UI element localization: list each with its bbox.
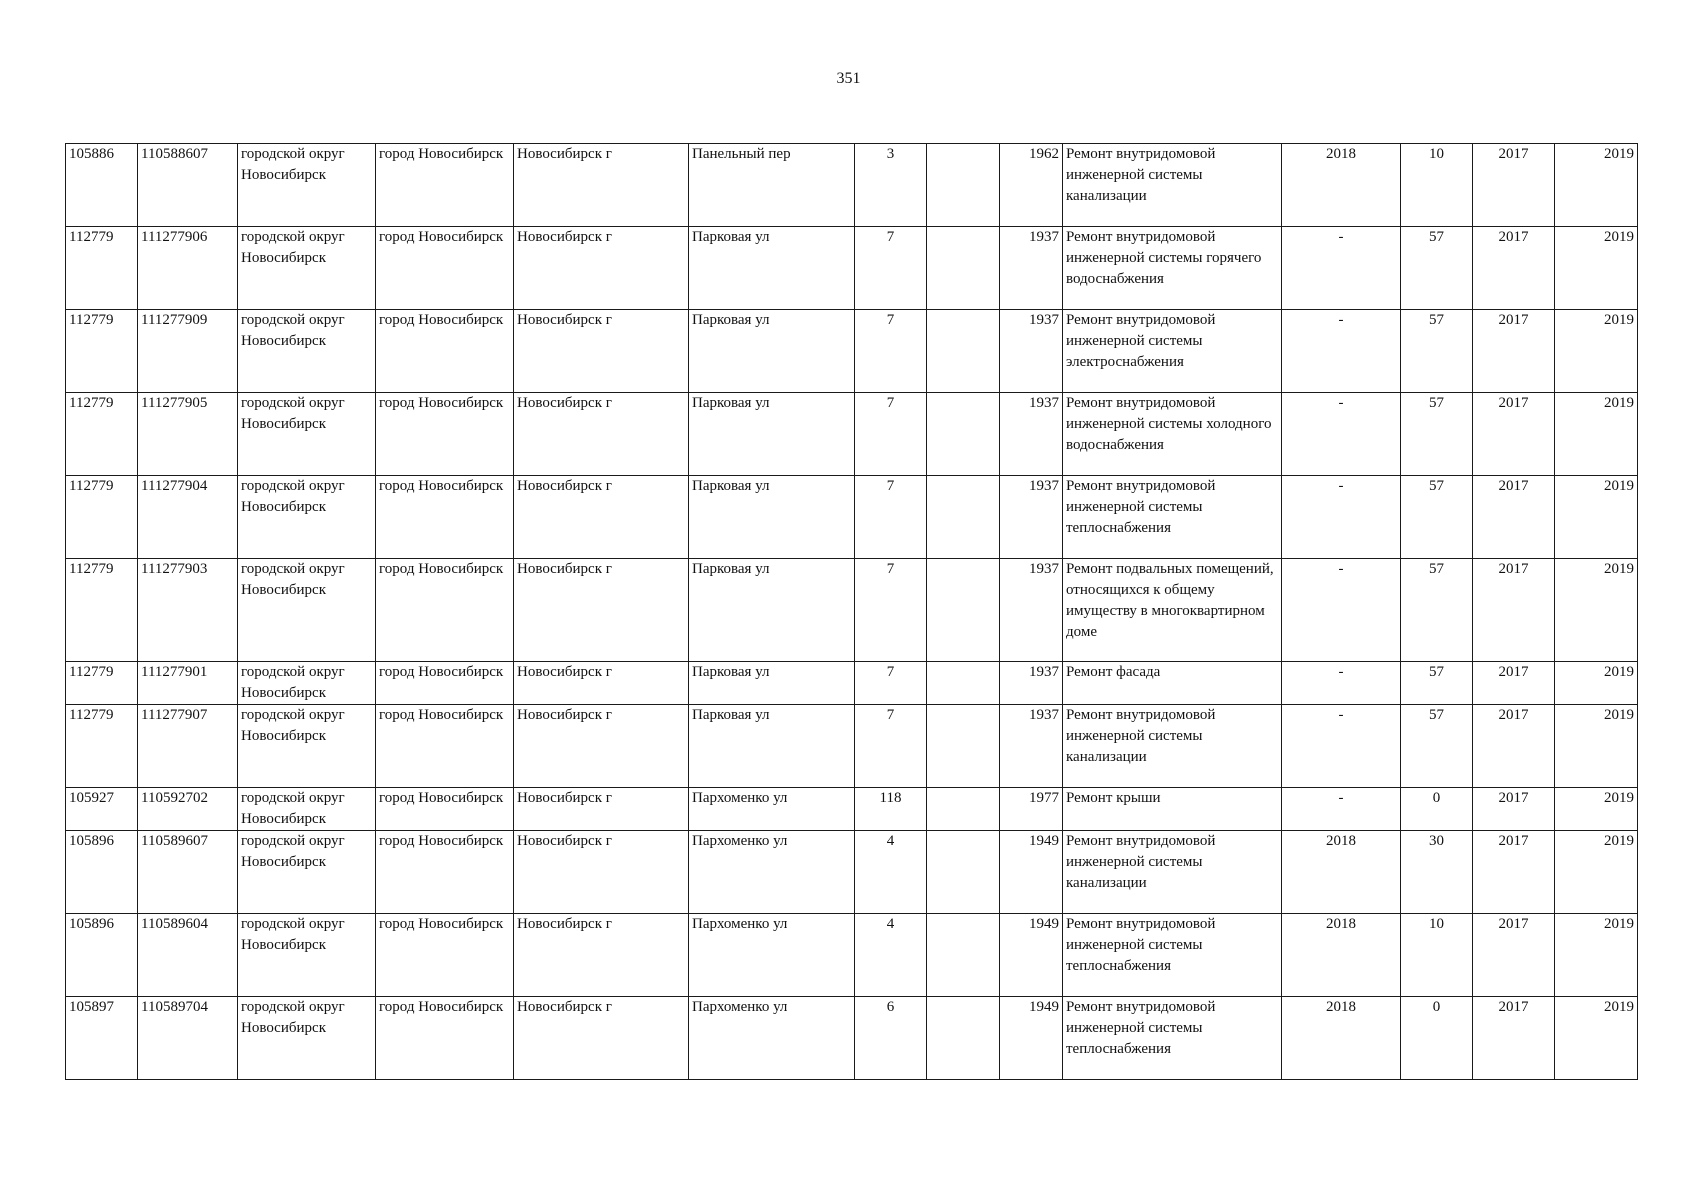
settlement-cell: город Новосибирск — [376, 788, 514, 831]
building-cell — [927, 227, 1000, 310]
table-row — [66, 310, 1638, 393]
house-id-cell: 112779 — [66, 393, 138, 476]
building-cell — [927, 393, 1000, 476]
municipal-district-cell: городской округ Новосибирск — [238, 662, 376, 705]
building-cell — [927, 662, 1000, 705]
work-type-cell: Ремонт фасада — [1063, 662, 1282, 705]
wear-percent-cell: 57 — [1401, 227, 1473, 310]
build-year-cell: 1937 — [1000, 705, 1063, 788]
last-repair-year-cell: 2018 — [1282, 997, 1401, 1080]
work-id-cell: 111277907 — [138, 705, 238, 788]
work-type-cell: Ремонт подвальных помещений, относящихся к общему имуществу в многоквартирном доме — [1063, 559, 1282, 662]
work-id-cell: 110588607 — [138, 144, 238, 227]
house-id-cell: 105896 — [66, 914, 138, 997]
period-start-cell: 2017 — [1473, 559, 1555, 662]
work-type-cell: Ремонт внутридомовой инженерной системы теплоснабжения — [1063, 997, 1282, 1080]
municipal-district-cell: городской округ Новосибирск — [238, 393, 376, 476]
table-row — [66, 476, 1638, 559]
street-cell: Парковая ул — [689, 227, 855, 310]
table-row — [66, 997, 1638, 1080]
house-number-cell: 7 — [855, 393, 927, 476]
work-id-cell: 110589607 — [138, 831, 238, 914]
building-cell — [927, 559, 1000, 662]
building-cell — [927, 788, 1000, 831]
municipal-district-cell: городской округ Новосибирск — [238, 831, 376, 914]
build-year-cell: 1937 — [1000, 476, 1063, 559]
street-cell: Парковая ул — [689, 705, 855, 788]
work-type-cell: Ремонт внутридомовой инженерной системы канализации — [1063, 705, 1282, 788]
table-row — [66, 393, 1638, 476]
settlement-cell: город Новосибирск — [376, 831, 514, 914]
house-id-cell: 112779 — [66, 310, 138, 393]
period-end-cell: 2019 — [1555, 705, 1638, 788]
work-type-cell: Ремонт внутридомовой инженерной системы теплоснабжения — [1063, 914, 1282, 997]
building-cell — [927, 310, 1000, 393]
settlement-cell: город Новосибирск — [376, 997, 514, 1080]
wear-percent-cell: 57 — [1401, 559, 1473, 662]
last-repair-year-cell: 2018 — [1282, 914, 1401, 997]
work-id-cell: 111277906 — [138, 227, 238, 310]
work-id-cell: 111277905 — [138, 393, 238, 476]
locality-cell: Новосибирск г — [514, 705, 689, 788]
wear-percent-cell: 57 — [1401, 476, 1473, 559]
locality-cell: Новосибирск г — [514, 997, 689, 1080]
last-repair-year-cell: - — [1282, 476, 1401, 559]
period-end-cell: 2019 — [1555, 227, 1638, 310]
municipal-district-cell: городской округ Новосибирск — [238, 310, 376, 393]
house-number-cell: 4 — [855, 831, 927, 914]
municipal-district-cell: городской округ Новосибирск — [238, 476, 376, 559]
period-start-cell: 2017 — [1473, 310, 1555, 393]
house-id-cell: 112779 — [66, 662, 138, 705]
period-end-cell: 2019 — [1555, 831, 1638, 914]
house-id-cell: 105897 — [66, 997, 138, 1080]
last-repair-year-cell: - — [1282, 227, 1401, 310]
period-start-cell: 2017 — [1473, 144, 1555, 227]
period-start-cell: 2017 — [1473, 476, 1555, 559]
work-type-cell: Ремонт внутридомовой инженерной системы электроснабжения — [1063, 310, 1282, 393]
period-end-cell: 2019 — [1555, 788, 1638, 831]
work-type-cell: Ремонт внутридомовой инженерной системы канализации — [1063, 144, 1282, 227]
locality-cell: Новосибирск г — [514, 559, 689, 662]
period-end-cell: 2019 — [1555, 393, 1638, 476]
period-end-cell: 2019 — [1555, 559, 1638, 662]
locality-cell: Новосибирск г — [514, 914, 689, 997]
table-row — [66, 914, 1638, 997]
settlement-cell: город Новосибирск — [376, 393, 514, 476]
wear-percent-cell: 57 — [1401, 310, 1473, 393]
work-id-cell: 110589704 — [138, 997, 238, 1080]
house-id-cell: 105927 — [66, 788, 138, 831]
work-type-cell: Ремонт внутридомовой инженерной системы горячего водоснабжения — [1063, 227, 1282, 310]
period-start-cell: 2017 — [1473, 997, 1555, 1080]
work-type-cell: Ремонт крыши — [1063, 788, 1282, 831]
build-year-cell: 1937 — [1000, 662, 1063, 705]
house-id-cell: 112779 — [66, 476, 138, 559]
table-row — [66, 227, 1638, 310]
municipal-district-cell: городской округ Новосибирск — [238, 788, 376, 831]
work-id-cell: 110589604 — [138, 914, 238, 997]
street-cell: Пархоменко ул — [689, 914, 855, 997]
locality-cell: Новосибирск г — [514, 310, 689, 393]
house-number-cell: 3 — [855, 144, 927, 227]
build-year-cell: 1937 — [1000, 310, 1063, 393]
table-row — [66, 144, 1638, 227]
house-number-cell: 7 — [855, 310, 927, 393]
settlement-cell: город Новосибирск — [376, 705, 514, 788]
house-id-cell: 112779 — [66, 227, 138, 310]
work-id-cell: 111277909 — [138, 310, 238, 393]
locality-cell: Новосибирск г — [514, 227, 689, 310]
settlement-cell: город Новосибирск — [376, 310, 514, 393]
house-number-cell: 4 — [855, 914, 927, 997]
period-start-cell: 2017 — [1473, 227, 1555, 310]
last-repair-year-cell: - — [1282, 788, 1401, 831]
table-row — [66, 662, 1638, 705]
build-year-cell: 1937 — [1000, 393, 1063, 476]
street-cell: Панельный пер — [689, 144, 855, 227]
work-type-cell: Ремонт внутридомовой инженерной системы холодного водоснабжения — [1063, 393, 1282, 476]
last-repair-year-cell: - — [1282, 559, 1401, 662]
period-start-cell: 2017 — [1473, 788, 1555, 831]
locality-cell: Новосибирск г — [514, 476, 689, 559]
house-id-cell: 112779 — [66, 559, 138, 662]
period-end-cell: 2019 — [1555, 662, 1638, 705]
build-year-cell: 1962 — [1000, 144, 1063, 227]
street-cell: Парковая ул — [689, 559, 855, 662]
wear-percent-cell: 30 — [1401, 831, 1473, 914]
wear-percent-cell: 0 — [1401, 997, 1473, 1080]
wear-percent-cell: 0 — [1401, 788, 1473, 831]
street-cell: Парковая ул — [689, 393, 855, 476]
settlement-cell: город Новосибирск — [376, 144, 514, 227]
building-cell — [927, 144, 1000, 227]
house-number-cell: 6 — [855, 997, 927, 1080]
house-number-cell: 118 — [855, 788, 927, 831]
last-repair-year-cell: - — [1282, 705, 1401, 788]
work-id-cell: 111277901 — [138, 662, 238, 705]
period-start-cell: 2017 — [1473, 705, 1555, 788]
house-id-cell: 105886 — [66, 144, 138, 227]
street-cell: Парковая ул — [689, 310, 855, 393]
locality-cell: Новосибирск г — [514, 831, 689, 914]
work-id-cell: 110592702 — [138, 788, 238, 831]
building-cell — [927, 997, 1000, 1080]
table-body — [66, 144, 1638, 1080]
work-id-cell: 111277903 — [138, 559, 238, 662]
locality-cell: Новосибирск г — [514, 788, 689, 831]
last-repair-year-cell: - — [1282, 310, 1401, 393]
locality-cell: Новосибирск г — [514, 393, 689, 476]
house-id-cell: 112779 — [66, 705, 138, 788]
period-end-cell: 2019 — [1555, 310, 1638, 393]
work-type-cell: Ремонт внутридомовой инженерной системы теплоснабжения — [1063, 476, 1282, 559]
settlement-cell: город Новосибирск — [376, 662, 514, 705]
wear-percent-cell: 57 — [1401, 393, 1473, 476]
municipal-district-cell: городской округ Новосибирск — [238, 705, 376, 788]
build-year-cell: 1949 — [1000, 997, 1063, 1080]
settlement-cell: город Новосибирск — [376, 227, 514, 310]
municipal-district-cell: городской округ Новосибирск — [238, 559, 376, 662]
building-cell — [927, 705, 1000, 788]
last-repair-year-cell: 2018 — [1282, 144, 1401, 227]
period-end-cell: 2019 — [1555, 144, 1638, 227]
house-number-cell: 7 — [855, 476, 927, 559]
build-year-cell: 1977 — [1000, 788, 1063, 831]
capital-repair-table — [65, 143, 1638, 1080]
last-repair-year-cell: 2018 — [1282, 831, 1401, 914]
street-cell: Парковая ул — [689, 662, 855, 705]
municipal-district-cell: городской округ Новосибирск — [238, 227, 376, 310]
municipal-district-cell: городской округ Новосибирск — [238, 914, 376, 997]
work-id-cell: 111277904 — [138, 476, 238, 559]
wear-percent-cell: 10 — [1401, 144, 1473, 227]
locality-cell: Новосибирск г — [514, 662, 689, 705]
wear-percent-cell: 57 — [1401, 662, 1473, 705]
wear-percent-cell: 57 — [1401, 705, 1473, 788]
municipal-district-cell: городской округ Новосибирск — [238, 997, 376, 1080]
build-year-cell: 1949 — [1000, 914, 1063, 997]
period-end-cell: 2019 — [1555, 997, 1638, 1080]
street-cell: Пархоменко ул — [689, 788, 855, 831]
period-end-cell: 2019 — [1555, 914, 1638, 997]
page-number: 351 — [836, 70, 861, 87]
work-type-cell: Ремонт внутридомовой инженерной системы канализации — [1063, 831, 1282, 914]
building-cell — [927, 914, 1000, 997]
table-row — [66, 788, 1638, 831]
settlement-cell: город Новосибирск — [376, 559, 514, 662]
house-number-cell: 7 — [855, 662, 927, 705]
table-row — [66, 559, 1638, 662]
period-start-cell: 2017 — [1473, 831, 1555, 914]
build-year-cell: 1937 — [1000, 227, 1063, 310]
build-year-cell: 1937 — [1000, 559, 1063, 662]
build-year-cell: 1949 — [1000, 831, 1063, 914]
house-number-cell: 7 — [855, 227, 927, 310]
house-id-cell: 105896 — [66, 831, 138, 914]
period-end-cell: 2019 — [1555, 476, 1638, 559]
street-cell: Пархоменко ул — [689, 997, 855, 1080]
wear-percent-cell: 10 — [1401, 914, 1473, 997]
locality-cell: Новосибирск г — [514, 144, 689, 227]
last-repair-year-cell: - — [1282, 393, 1401, 476]
period-start-cell: 2017 — [1473, 393, 1555, 476]
house-number-cell: 7 — [855, 559, 927, 662]
building-cell — [927, 476, 1000, 559]
building-cell — [927, 831, 1000, 914]
period-start-cell: 2017 — [1473, 662, 1555, 705]
municipal-district-cell: городской округ Новосибирск — [238, 144, 376, 227]
street-cell: Пархоменко ул — [689, 831, 855, 914]
table-row — [66, 705, 1638, 788]
settlement-cell: город Новосибирск — [376, 914, 514, 997]
period-start-cell: 2017 — [1473, 914, 1555, 997]
table-row — [66, 831, 1638, 914]
last-repair-year-cell: - — [1282, 662, 1401, 705]
house-number-cell: 7 — [855, 705, 927, 788]
settlement-cell: город Новосибирск — [376, 476, 514, 559]
street-cell: Парковая ул — [689, 476, 855, 559]
